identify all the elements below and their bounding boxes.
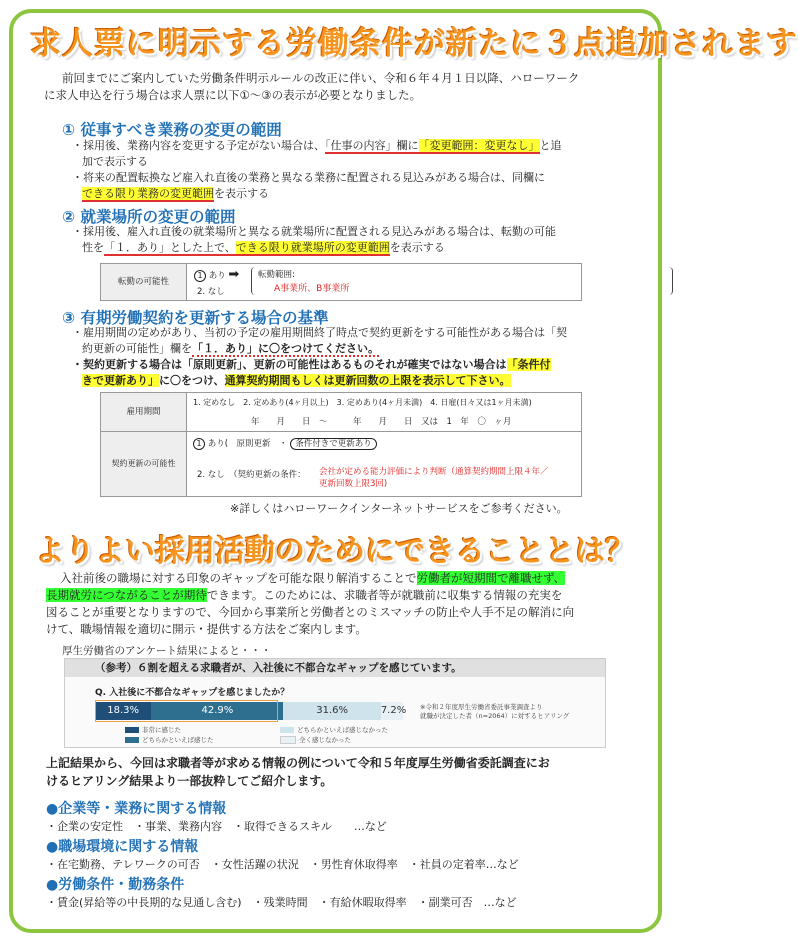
renew-label: 契約更新の可能性 xyxy=(101,432,187,496)
conclusion-line: けるヒアリング結果より一部抜粋してご紹介します。 xyxy=(46,774,333,788)
section3-bullet-1: ・雇用期間の定めがあり、当初の予定の雇用期間終了時点で契約更新をする可能性がある場合は「契 xyxy=(72,326,567,339)
renew-option-yes xyxy=(193,437,377,450)
transfer-range-box xyxy=(251,267,673,295)
underlined-text: 「１．あり」に〇をつけてください。 xyxy=(192,342,379,355)
transfer-form-label: 転勤の可能性 xyxy=(101,264,187,300)
section3-bullet-2 xyxy=(72,357,637,373)
bar-somewhat-not xyxy=(283,702,380,720)
text: ・契約更新する場合は「原則更新」、更新の可能性はあるものそれが確実ではない場合は xyxy=(72,358,507,371)
highlight-text: できる限り業務の変更範囲 xyxy=(82,187,214,200)
period-options: 1. 定めなし 2. 定めあり(4ヶ月以上) 3. 定めあり(4ヶ月未満) 4. 日雇(日々又は1ヶ月未満) xyxy=(193,398,532,407)
period-label: 雇用期間 xyxy=(101,393,187,432)
transfer-range-value: A事業所、B事業所 xyxy=(274,284,350,294)
gap-highlight-box xyxy=(95,700,278,722)
section3-heading: ③ 有期労働契約を更新する場合の基準 xyxy=(62,309,329,327)
category-heading: ●企業等・業務に関する情報 xyxy=(46,801,227,817)
text: 入社前後の職場に対する印象のギャップを可能な限り解消することで xyxy=(60,571,417,585)
legend-label: どちらかといえば感じた xyxy=(142,736,214,744)
legend-label: どちらかといえば感じなかった xyxy=(297,726,388,734)
legend-label: 全く感じなかった xyxy=(299,736,351,744)
transfer-option-yes xyxy=(194,267,239,282)
highlight-text: きで更新あり」 xyxy=(82,374,159,387)
bar-label: 18.3% xyxy=(107,705,140,716)
section1-heading: ① 従事すべき業務の変更の範囲 xyxy=(62,121,282,139)
bar-not-at-all xyxy=(380,702,407,720)
section3-bullet-1-cont xyxy=(82,341,637,357)
text: と追 xyxy=(539,139,562,152)
text: できます。このためには、求職者等が就職前に収集する情報の充実を xyxy=(206,588,563,602)
renew-condition-1: 会社が定める能力評価により判断（通算契約期間上限４年／ xyxy=(319,467,549,477)
section1-bullets xyxy=(72,138,632,202)
highlight-text: できる限り就業場所の変更範囲 xyxy=(235,241,390,254)
section3-bullets xyxy=(72,325,637,389)
legend-swatch xyxy=(125,727,139,733)
category-body: ・企業の安定性 ・事業、業務内容 ・取得できるスキル …など xyxy=(46,820,387,833)
transfer-range-label: 転勤範囲: xyxy=(258,270,295,280)
section2-bullets xyxy=(72,224,632,256)
intro-line-1: 前回までにご案内していた労働条件明示ルールの改正に伴い、令和６年４月１日以降、ハローワーク xyxy=(62,71,580,85)
conclusion xyxy=(46,754,636,790)
conclusion-line: 上記結果から、今回は求職者等が求める情報の例について令和５年度厚生労働省委託調査にお xyxy=(46,756,550,770)
intro-line-2: に求人申込を行う場合は求人票に以下①～③の表示が必要となりました。 xyxy=(44,88,422,102)
survey-reference: （参考）６割を超える求職者が、入社後に不都合なギャップを感じています。 xyxy=(65,659,605,677)
underlined-text: 「１．あり」とした上で、 xyxy=(104,241,236,254)
underlined-text: 「仕事の内容」欄に xyxy=(325,139,419,152)
legend-swatch xyxy=(280,736,296,744)
survey-intro: 厚生労働省のアンケート結果によると・・・ xyxy=(62,645,272,657)
source-line: ※令和２年度厚生労働省委託事業調査より xyxy=(420,703,543,711)
section1-bullet-1-cont: 加で表示する xyxy=(82,155,148,168)
section2-bullet-1: ・採用後、雇入れ直後の就業場所と異なる就業場所に配置される見込みがある場合は、転勤の可能 xyxy=(72,225,556,238)
category-heading: ●職場環境に関する情報 xyxy=(46,839,199,855)
option-label: あり( 原則更新 ・ xyxy=(207,439,288,449)
legend-somewhat-felt xyxy=(125,735,214,744)
legend-not-at-all xyxy=(280,735,351,744)
text: 性を xyxy=(82,241,104,254)
source-line: 就職が決定した者（n=2064）に対するヒアリング xyxy=(420,712,570,720)
page-title: 求人票に明示する労働条件が新たに３点追加されます xyxy=(30,26,798,62)
bar-label: 7.2% xyxy=(380,705,407,716)
legend-swatch xyxy=(280,727,294,733)
form-divider xyxy=(186,431,581,432)
bar-label: 31.6% xyxy=(316,705,349,716)
section1-bullet-1 xyxy=(72,138,632,154)
bar-label: 42.9% xyxy=(201,705,234,716)
reference-note: ※詳しくはハローワークインターネットサービスをご参考ください。 xyxy=(230,502,568,515)
hiring-line-2 xyxy=(46,587,636,604)
legend-swatch xyxy=(125,737,139,743)
category-heading: ●労働条件・勤務条件 xyxy=(46,877,185,893)
hiring-line-3: 図ることが重要となりますので、今回から事業所と労働者とのミスマッチの防止や人手不足の解消に向 xyxy=(46,605,575,619)
intro-paragraph xyxy=(44,70,632,104)
text: に〇をつけ、 xyxy=(159,374,225,387)
transfer-option-no: 2. なし xyxy=(197,287,225,297)
hiring-line-4: けて、職場情報を適切に開示・提供する方法をご案内します。 xyxy=(46,622,367,636)
category-body: ・在宅勤務、テレワークの可否 ・女性活躍の状況 ・男性育休取得率 ・社員の定着率…など xyxy=(46,858,519,871)
legend-somewhat-not xyxy=(280,725,388,734)
survey-source xyxy=(420,703,569,721)
renew-condition-2: 更新回数上限3回) xyxy=(319,479,388,489)
renew-option-no: 2. なし （契約更新の条件： xyxy=(197,470,306,480)
legend-label: 非常に感じた xyxy=(142,726,181,734)
highlight-text: 「変更範囲：変更なし」 xyxy=(418,139,540,152)
circle-mark-icon: 1 xyxy=(194,270,206,282)
legend-very-much xyxy=(125,725,181,734)
highlight-text: 通算契約期間もしくは更新回数の上限を表示して下さい。 xyxy=(224,374,511,387)
contract-form xyxy=(100,392,582,497)
circle-mark-icon: 1 xyxy=(193,438,205,450)
text: 約更新の可能性」欄を xyxy=(82,342,192,355)
highlight-text: 長期就労につながることが期待 xyxy=(46,588,207,602)
hiring-paragraph xyxy=(46,570,636,638)
transfer-form xyxy=(100,263,582,301)
info-categories xyxy=(46,798,646,910)
highlight-text: 労働者が短期間で離職せず、 xyxy=(416,571,566,585)
text: ・採用後、業務内容を変更する予定がない場合は、 xyxy=(72,139,325,152)
section2-bullet-1-cont xyxy=(82,240,632,256)
section-title-better-hiring: よりよい採用活動のためにできることとは？ xyxy=(35,534,635,569)
section1-bullet-2: ・将来の配置転換など雇入れ直後の業務と異なる業務に配置される見込みがある場合は、同欄に xyxy=(72,171,545,184)
category-body: ・賃金(昇給等の中長期的な見通し含む) ・残業時間 ・有給休暇取得率 ・副業可否 …など xyxy=(46,896,517,909)
circled-conditional-option: 条件付きで更新あり xyxy=(290,438,377,450)
option-label: あり xyxy=(208,271,226,281)
period-dates: 年 月 日 〜 年 月 日 又は 1 年 〇 ヶ月 xyxy=(251,417,512,427)
survey-question: Q. 入社後に不都合なギャップを感じましたか？ xyxy=(95,688,290,698)
hiring-line-1 xyxy=(60,570,636,587)
survey-box xyxy=(64,658,606,748)
section3-bullet-2-cont xyxy=(82,373,637,389)
text: を表示する xyxy=(214,187,269,200)
highlight-text: 「条件付 xyxy=(506,358,551,371)
text: を表示する xyxy=(389,241,445,254)
gap-chart xyxy=(95,702,407,720)
section2-heading: ② 就業場所の変更の範囲 xyxy=(62,208,236,226)
arrow-right-icon: ➡ xyxy=(228,267,240,282)
section1-bullet-2-cont xyxy=(82,186,632,202)
